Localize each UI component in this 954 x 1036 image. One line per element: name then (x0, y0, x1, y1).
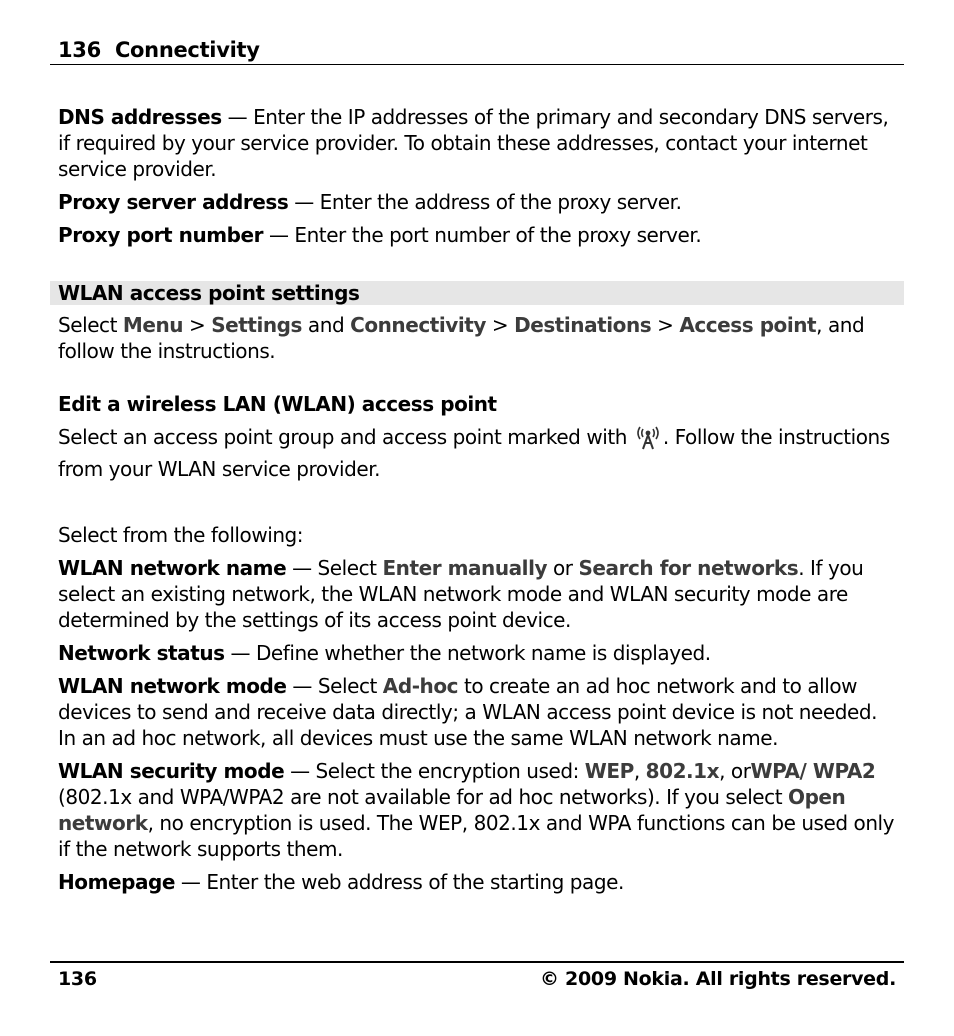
option-wep: WEP (584, 759, 634, 783)
entry-wlan-network-name (58, 555, 898, 633)
option-wpa-wpa2: WPA/ WPA2 (750, 759, 876, 783)
desc-text: . If you select an existing network, the WLAN network mode and WLAN security mode are determined by the settings of its access point device. (58, 556, 864, 632)
entry-proxy-server-address (58, 189, 898, 215)
term-network-status: Network status (58, 641, 225, 665)
wlan-antenna-icon (634, 424, 662, 456)
footer-copyright: © 2009 Nokia. All rights reserved. (540, 968, 896, 990)
select-following-text: Select from the following: (58, 523, 304, 547)
nav-select-text: Select (58, 313, 123, 337)
nav-menu: Menu (122, 313, 184, 337)
option-enter-manually: Enter manually (382, 556, 548, 580)
desc-proxy-port-number: — Enter the port number of the proxy server. (263, 223, 702, 247)
desc-text: — Select (286, 556, 383, 580)
intro-text-a: Select an access point group and access point marked with (58, 425, 633, 449)
term-dns-addresses: DNS addresses (58, 105, 222, 129)
navigation-path (58, 312, 898, 364)
nav-tail: , and follow the instructions. (58, 313, 865, 363)
subheading-edit-wlan: Edit a wireless LAN (WLAN) access point (58, 392, 497, 416)
desc-text: or (547, 556, 579, 580)
desc-text: — Select the encryption used: (284, 759, 585, 783)
entry-wlan-network-mode (58, 673, 898, 751)
desc-text: , no encryption is used. The WEP, 802.1x and WPA functions can be used only if the network supports them. (58, 811, 895, 861)
desc-text: to create an ad hoc network and to allow devices to send and receive data directly; a WLAN access point device is not needed. In an ad hoc network, all devices must use the same WLAN network name. (58, 674, 877, 750)
term-proxy-server-address: Proxy server address (58, 190, 289, 214)
desc-proxy-server-address: — Enter the address of the proxy server. (288, 190, 682, 214)
footer-page-number: 136 (58, 968, 97, 990)
term-wlan-security-mode: WLAN security mode (58, 759, 285, 783)
term-proxy-port-number: Proxy port number (58, 223, 264, 247)
option-search-networks: Search for networks (578, 556, 799, 580)
option-802-1x: 802.1x (645, 759, 720, 783)
intro-paragraph (58, 424, 898, 482)
section-heading-wlan-settings: WLAN access point settings (50, 281, 904, 305)
desc-text: (802.1x and WPA/WPA2 are not available for ad hoc networks). If you select (58, 785, 789, 809)
header-page-number: 136 (58, 38, 101, 62)
nav-connectivity: Connectivity (350, 313, 486, 337)
desc-text: , (633, 759, 646, 783)
desc-homepage: — Enter the web address of the starting page. (174, 870, 624, 894)
term-wlan-network-mode: WLAN network mode (58, 674, 287, 698)
entry-homepage (58, 869, 898, 895)
term-wlan-network-name: WLAN network name (58, 556, 287, 580)
page-header (50, 36, 904, 65)
intro-text-b: . Follow the instructions from your WLAN service provider. (58, 425, 890, 481)
page-body (58, 104, 898, 902)
nav-and: and (302, 313, 351, 337)
page-footer (50, 961, 904, 990)
entry-network-status (58, 640, 898, 666)
nav-settings: Settings (211, 313, 303, 337)
desc-network-status: — Define whether the network name is displayed. (224, 641, 711, 665)
entry-wlan-security-mode (58, 758, 898, 862)
nav-access-point: Access point (679, 313, 817, 337)
desc-dns-addresses: — Enter the IP addresses of the primary and secondary DNS servers, if required by your service provider. To obtain these addresses, contact your internet service provider. (58, 105, 889, 181)
entry-proxy-port-number (58, 222, 898, 248)
header-section-title: Connectivity (114, 38, 260, 62)
entry-dns-addresses (58, 104, 898, 182)
nav-separator: > (651, 313, 680, 337)
option-open-network: Open network (58, 785, 846, 835)
option-ad-hoc: Ad-hoc (382, 674, 459, 698)
desc-text: , or (719, 759, 751, 783)
desc-text: — Select (286, 674, 383, 698)
spacer (58, 489, 898, 522)
nav-destinations: Destinations (514, 313, 652, 337)
nav-separator: > (183, 313, 212, 337)
nav-separator: > (485, 313, 515, 337)
term-homepage: Homepage (58, 870, 175, 894)
